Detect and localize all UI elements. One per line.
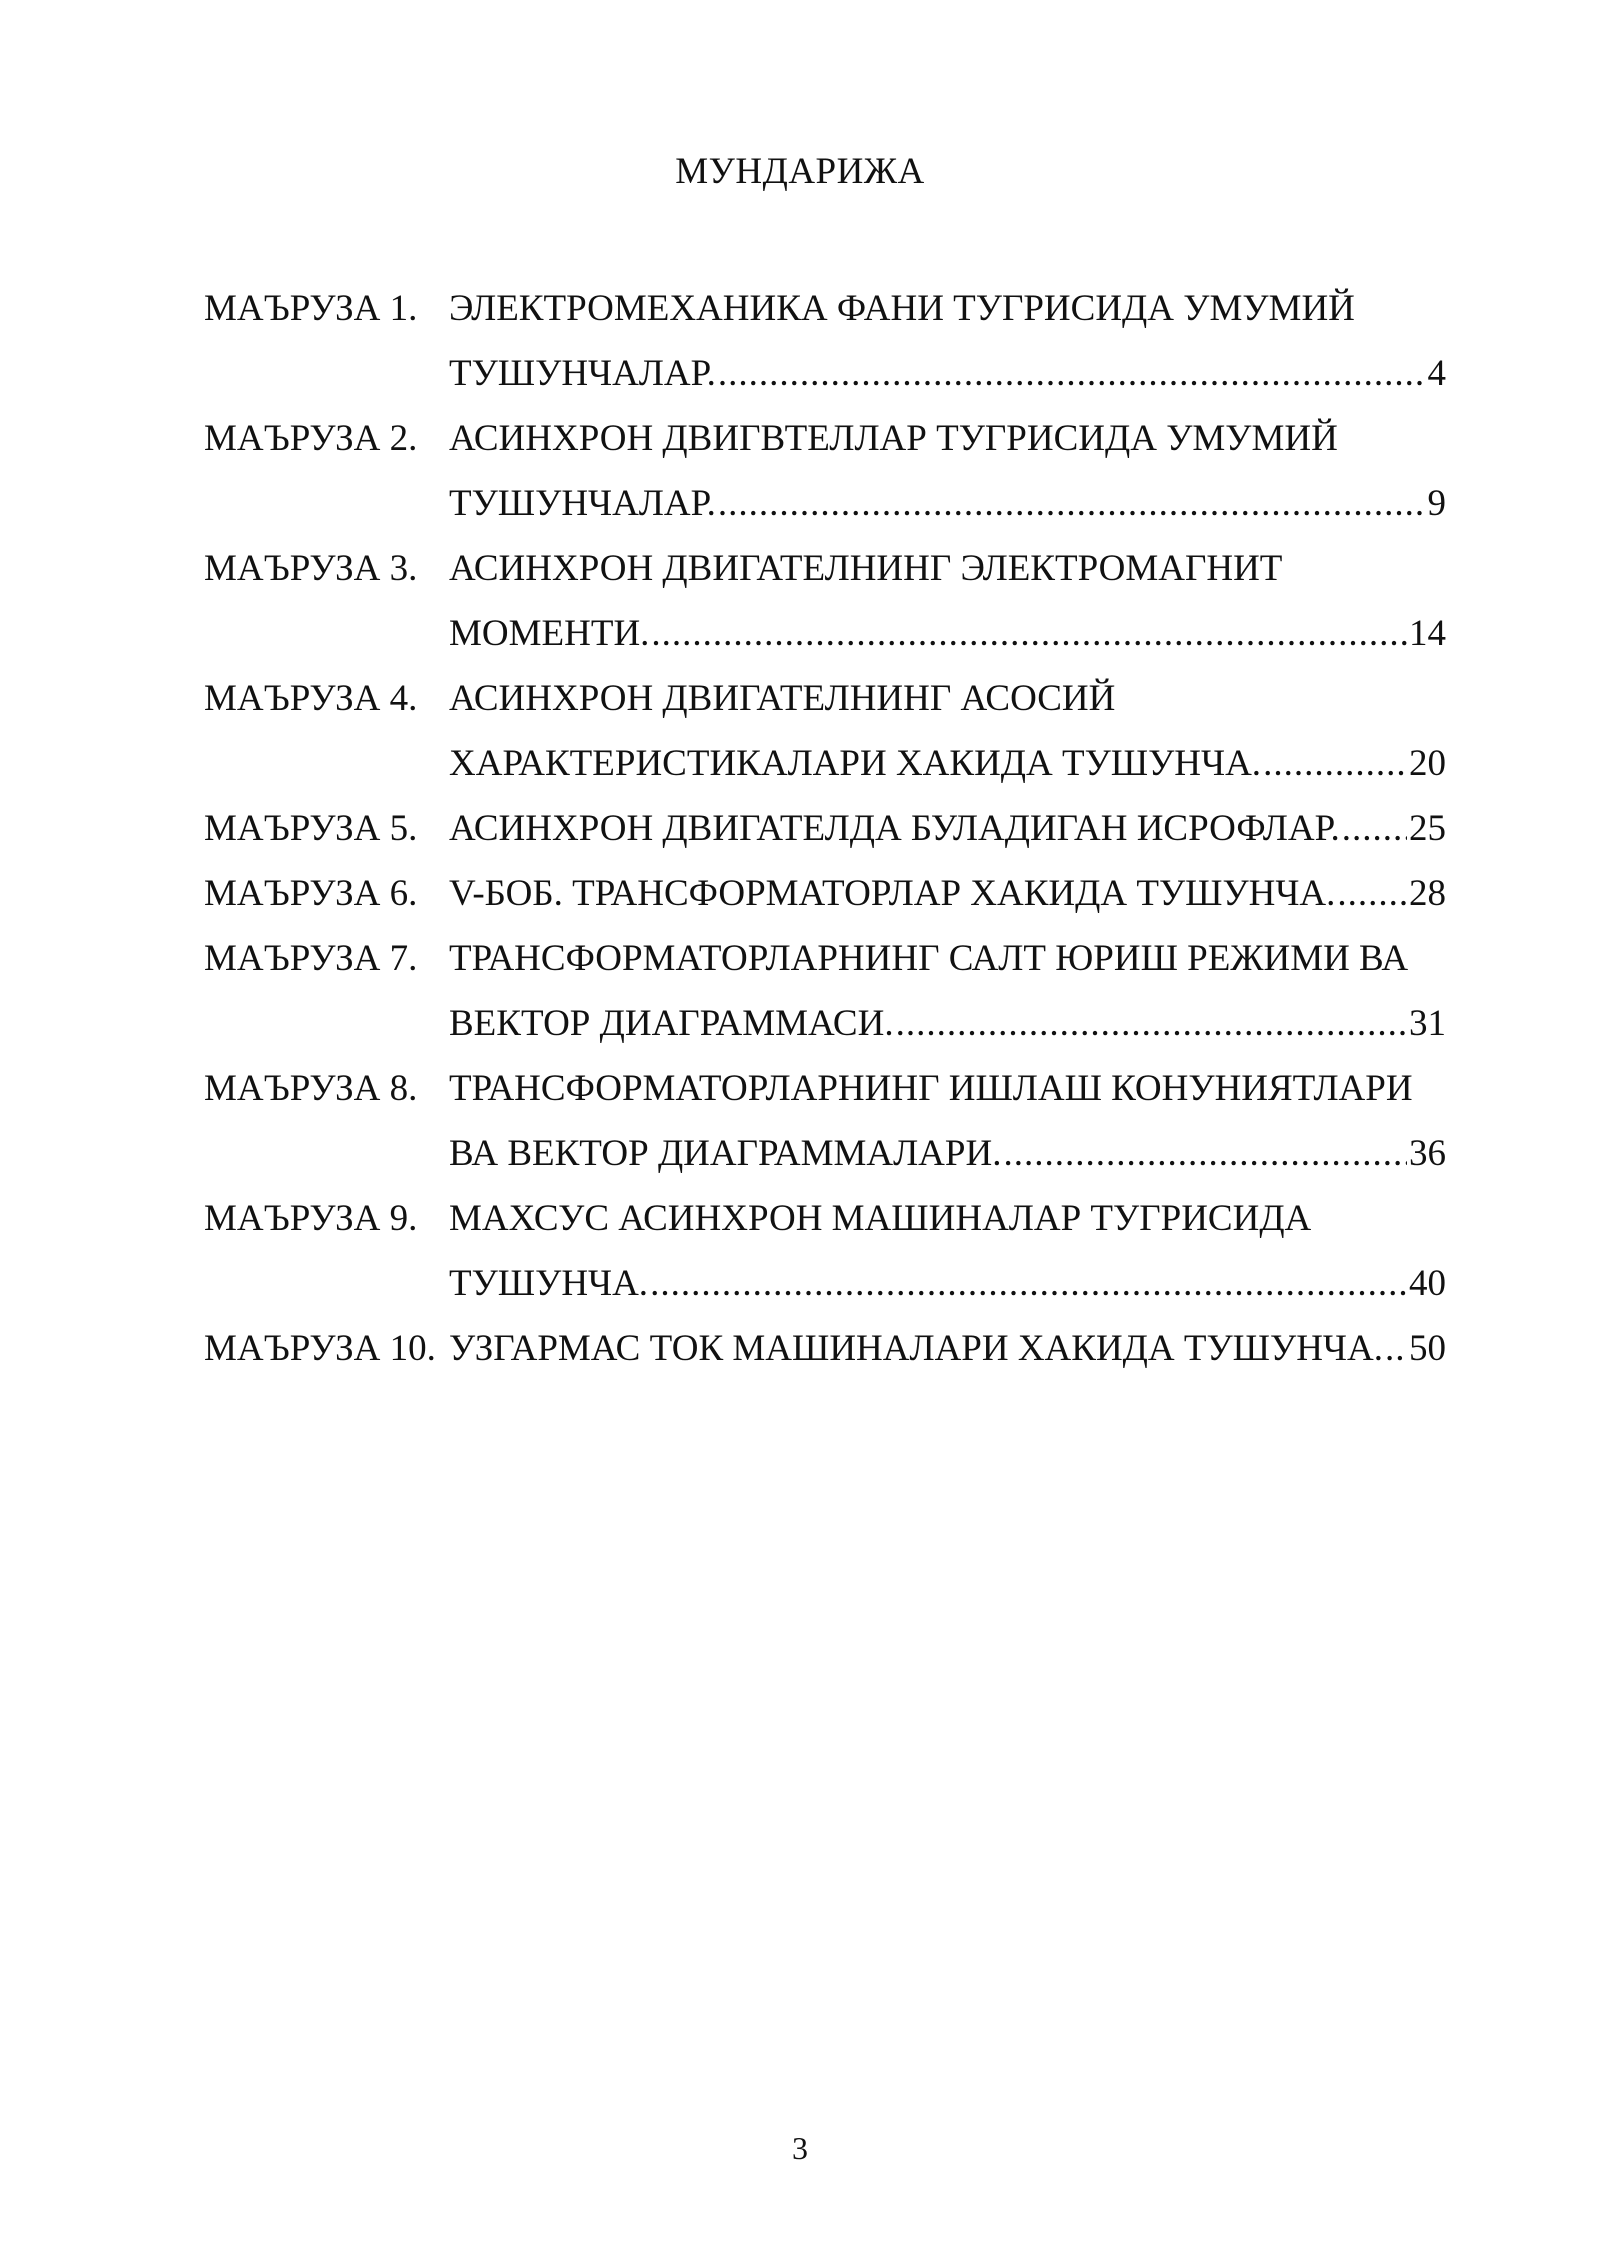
toc-entry <box>204 406 1446 536</box>
toc-dot-leader <box>718 471 1426 536</box>
toc-entry-title-line: ЭЛЕКТРОМЕХАНИКА ФАНИ ТУГРИСИДА УМУМИЙ <box>449 288 1355 329</box>
toc-dot-leader <box>651 601 1407 666</box>
toc-entry-label: МАЪРУЗА 5. <box>204 808 418 849</box>
toc-entry-title: ТУШУНЧАЛАР. <box>449 353 716 394</box>
toc-entry-label: МАЪРУЗА 4. <box>204 678 418 719</box>
toc-entry-title: V-БОБ. ТРАНСФОРМАТОРЛАР ХАКИДА ТУШУНЧА. <box>449 873 1336 914</box>
toc-entry-label: МАЪРУЗА 10. <box>204 1328 436 1369</box>
toc-entry-last-line <box>449 861 1446 926</box>
toc-entry-page-number: 40 <box>1409 1263 1446 1304</box>
table-of-contents <box>204 276 1446 1381</box>
toc-entry-page-number: 36 <box>1409 1133 1446 1174</box>
toc-entry-last-line <box>449 796 1446 861</box>
toc-entry-body <box>449 1316 1446 1381</box>
toc-dot-leader <box>1263 731 1407 796</box>
document-title: МУНДАРИЖА <box>675 151 925 192</box>
toc-entry-title-line: ТРАНСФОРМАТОРЛАРНИНГ САЛТ ЮРИШ РЕЖИМИ ВА <box>449 938 1409 979</box>
toc-entry-last-line <box>449 601 1446 666</box>
toc-entry-label: МАЪРУЗА 7. <box>204 938 418 979</box>
toc-entry-last-line <box>449 1251 1446 1316</box>
toc-entry <box>204 926 1446 1056</box>
toc-entry-title: ВЕКТОР ДИАГРАММАСИ. <box>449 1003 894 1044</box>
toc-entry <box>204 276 1446 406</box>
toc-entry-page-number: 31 <box>1409 1003 1446 1044</box>
toc-dot-leader <box>650 1251 1407 1316</box>
toc-entry-body <box>449 796 1446 861</box>
toc-entry-body <box>449 276 1446 406</box>
toc-entry-label: МАЪРУЗА 9. <box>204 1198 418 1239</box>
toc-dot-leader <box>1385 1316 1407 1381</box>
toc-entry-body <box>449 1186 1446 1316</box>
toc-entry-title-line: АСИНХРОН ДВИГАТЕЛНИНГ ЭЛЕКТРОМАГНИТ <box>449 548 1283 589</box>
toc-entry <box>204 536 1446 666</box>
toc-entry-last-line <box>449 991 1446 1056</box>
toc-dot-leader <box>1003 1121 1407 1186</box>
toc-entry-title: АСИНХРОН ДВИГАТЕЛДА БУЛАДИГАН ИСРОФЛАР. <box>449 808 1340 849</box>
toc-entry-label: МАЪРУЗА 8. <box>204 1068 418 1109</box>
toc-entry-last-line <box>449 471 1446 536</box>
toc-entry-page-number: 20 <box>1409 743 1446 784</box>
toc-entry <box>204 1186 1446 1316</box>
toc-entry-label: МАЪРУЗА 1. <box>204 288 418 329</box>
toc-entry-label: МАЪРУЗА 2. <box>204 418 418 459</box>
toc-entry-last-line <box>449 731 1446 796</box>
toc-entry-title-line: АСИНХРОН ДВИГВТЕЛЛАР ТУГРИСИДА УМУМИЙ <box>449 418 1338 459</box>
toc-entry-page-number: 4 <box>1427 353 1446 394</box>
toc-entry <box>204 796 1446 861</box>
toc-entry-title-line: МАХСУС АСИНХРОН МАШИНАЛАР ТУГРИСИДА <box>449 1198 1312 1239</box>
toc-entry-last-line <box>449 341 1446 406</box>
toc-entry-title: МОМЕНТИ. <box>449 613 650 654</box>
toc-entry-title-line: ТРАНСФОРМАТОРЛАРНИНГ ИШЛАШ КОНУНИЯТЛАРИ <box>449 1068 1413 1109</box>
page-number: 3 <box>792 2130 808 2166</box>
toc-entry-last-line <box>449 1316 1446 1381</box>
toc-entry-title: ВА ВЕКТОР ДИАГРАММАЛАРИ. <box>449 1133 1002 1174</box>
toc-entry <box>204 861 1446 926</box>
toc-entry <box>204 666 1446 796</box>
toc-dot-leader <box>1342 796 1407 861</box>
toc-entry-page-number: 14 <box>1409 613 1446 654</box>
toc-entry-title: ТУШУНЧАЛАР. <box>449 483 716 524</box>
toc-entry-page-number: 50 <box>1409 1328 1446 1369</box>
toc-dot-leader <box>896 991 1407 1056</box>
toc-entry <box>204 1316 1446 1381</box>
toc-dot-leader <box>1337 861 1407 926</box>
toc-entry-label: МАЪРУЗА 3. <box>204 548 418 589</box>
toc-entry-title: ТУШУНЧА. <box>449 1263 649 1304</box>
toc-entry-label: МАЪРУЗА 6. <box>204 873 418 914</box>
toc-dot-leader <box>718 341 1426 406</box>
toc-entry <box>204 1056 1446 1186</box>
toc-entry-page-number: 25 <box>1409 808 1446 849</box>
toc-entry-body <box>449 666 1446 796</box>
toc-entry-page-number: 28 <box>1409 873 1446 914</box>
toc-entry-body <box>449 926 1446 1056</box>
toc-entry-title: ХАРАКТЕРИСТИКАЛАРИ ХАКИДА ТУШУНЧА. <box>449 743 1262 784</box>
toc-entry-title: УЗГАРМАС ТОК МАШИНАЛАРИ ХАКИДА ТУШУНЧА. <box>449 1328 1383 1369</box>
toc-entry-body <box>449 536 1446 666</box>
toc-entry-last-line <box>449 1121 1446 1186</box>
toc-entry-body <box>449 1056 1446 1186</box>
toc-entry-body <box>449 406 1446 536</box>
toc-entry-page-number: 9 <box>1427 483 1446 524</box>
toc-entry-body <box>449 861 1446 926</box>
toc-entry-title-line: АСИНХРОН ДВИГАТЕЛНИНГ АСОСИЙ <box>449 678 1116 719</box>
